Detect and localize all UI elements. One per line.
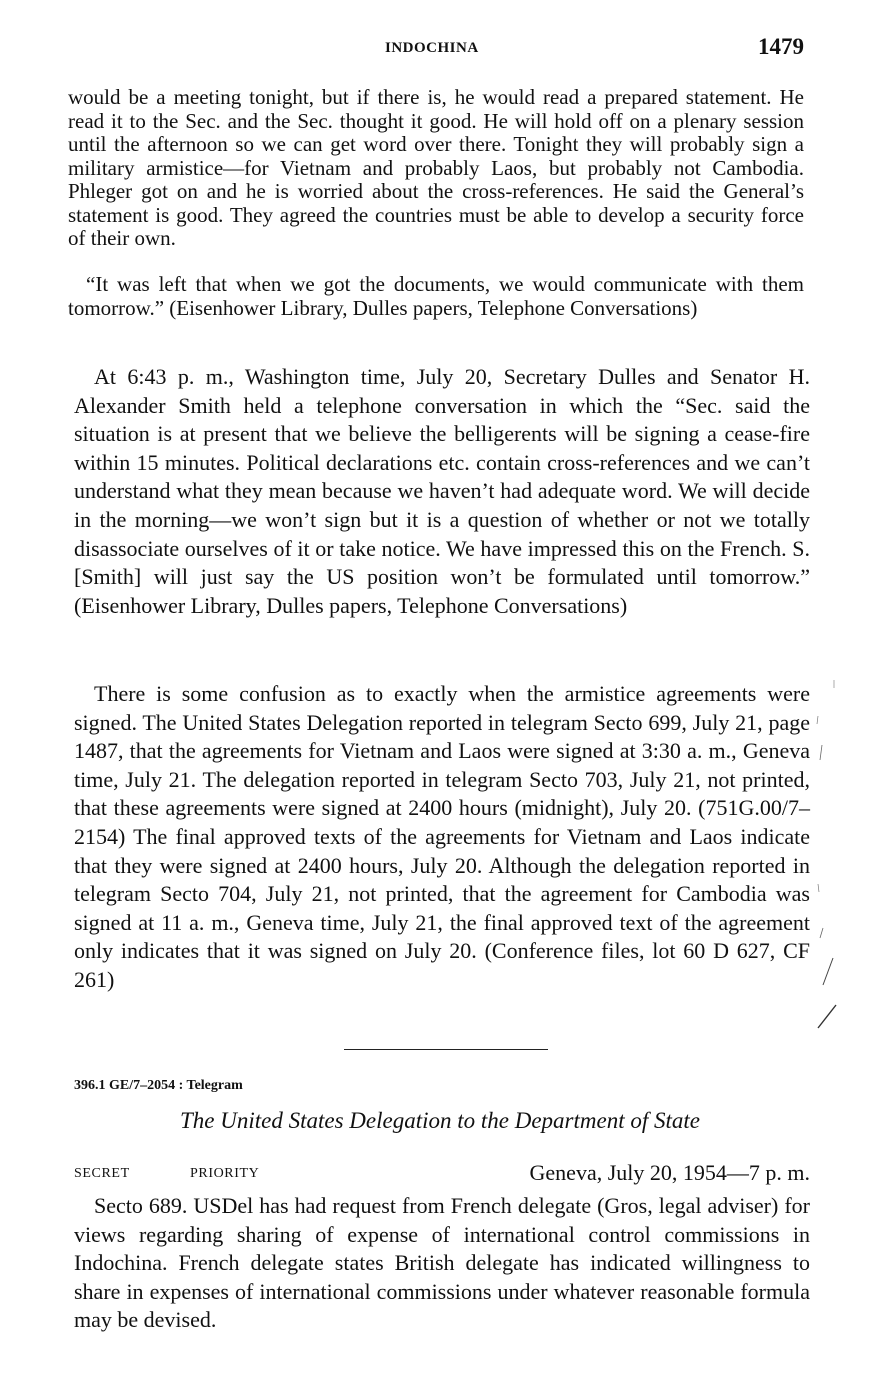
telegram-body: Secto 689. USDel has had request from French delegate (Gros, legal adviser) for views regarding sharing of expense of international control commissions in Indochina. French delegate states British delegate has indicated willingness to share in expenses of international commissions under whatever reasonable formula may be devised. [74, 1193, 810, 1333]
classification-label: SECRET [74, 1166, 130, 1181]
running-header [0, 34, 880, 62]
paragraph-dulles-smith-call: At 6:43 p. m., Washington time, July 20, Secretary Dulles and Senator H. Alexander Smith held a telephone conversation in which the “Sec. said the situation is at present that we believe the belligerents will be signing a cease-fire within 15 minutes. Political declarations etc. contain cross-references and we can’t understand what they mean because we haven’t had adequate word. We will decide in the morning—we won’t sign but it is a question of whether or not we totally disassociate ourselves of it or take notice. We have impressed this on the French. S. [Smith] will just say the US position won’t be formulated until tomorrow.” (Eisenhower Library, Dulles papers, Telephone Conversations) [74, 364, 810, 618]
section-divider [344, 1049, 548, 1050]
margin-mark [820, 745, 822, 760]
page-number: 1479 [758, 34, 804, 59]
margin-mark [823, 958, 833, 985]
document-title: The United States Delegation to the Department of State [180, 1108, 700, 1133]
place-and-date: Geneva, July 20, 1954—7 p. m. [529, 1160, 810, 1185]
paragraph-armistice-timing: There is some confusion as to exactly when the armistice agreements were signed. The United States Delegation reported in telegram Secto 699, July 21, page 1487, that the agreements for Vietnam and Laos were signed at 3:30 a. m., Geneva time, July 21. The delegation reported in telegram Secto 703, July 21, not printed, that these agreements were signed at 2400 hours (midnight), July 20. (751G.00/7–2154) The final approved texts of the agreements for Vietnam and Laos indicate that they were signed at 2400 hours, July 20. Although the delegation reported in telegram Secto 704, July 21, not printed, that the agreement for Cambodia was signed at 11 a. m., Geneva time, July 21, the final approved text of the agreement only indicates that it was signed on July 20. (Conference files, lot 60 D 627, CF 261) [74, 681, 810, 992]
margin-mark [818, 1005, 836, 1028]
margin-mark [820, 928, 823, 938]
paragraph-quote-end: “It was left that when we got the documents, we would communicate with them tomorrow.” (Eisenhower Library, Dulles papers, Telephone Conversations) [68, 272, 804, 320]
margin-mark [817, 716, 818, 724]
document-file-reference: 396.1 GE/7–2054 : Telegram [74, 1078, 243, 1093]
precedence-label: PRIORITY [190, 1166, 260, 1181]
document-dateline [74, 1160, 810, 1188]
paragraph-continued: would be a meeting tonight, but if there is, he would read a prepared statement. He read it to the Sec. and the Sec. thought it good. He will hold off on a plenary session until the afternoon so we can get word over there. Tonight they will probably sign a military armistice—for Vietnam and probably Laos, but probably not Cambodia. Phleger got on and he is worried about the cross-references. He said the General’s statement is good. They agreed the countries must be able to develop a security force of their own. [68, 85, 804, 250]
running-title: INDOCHINA [385, 40, 479, 56]
margin-mark [818, 884, 819, 892]
